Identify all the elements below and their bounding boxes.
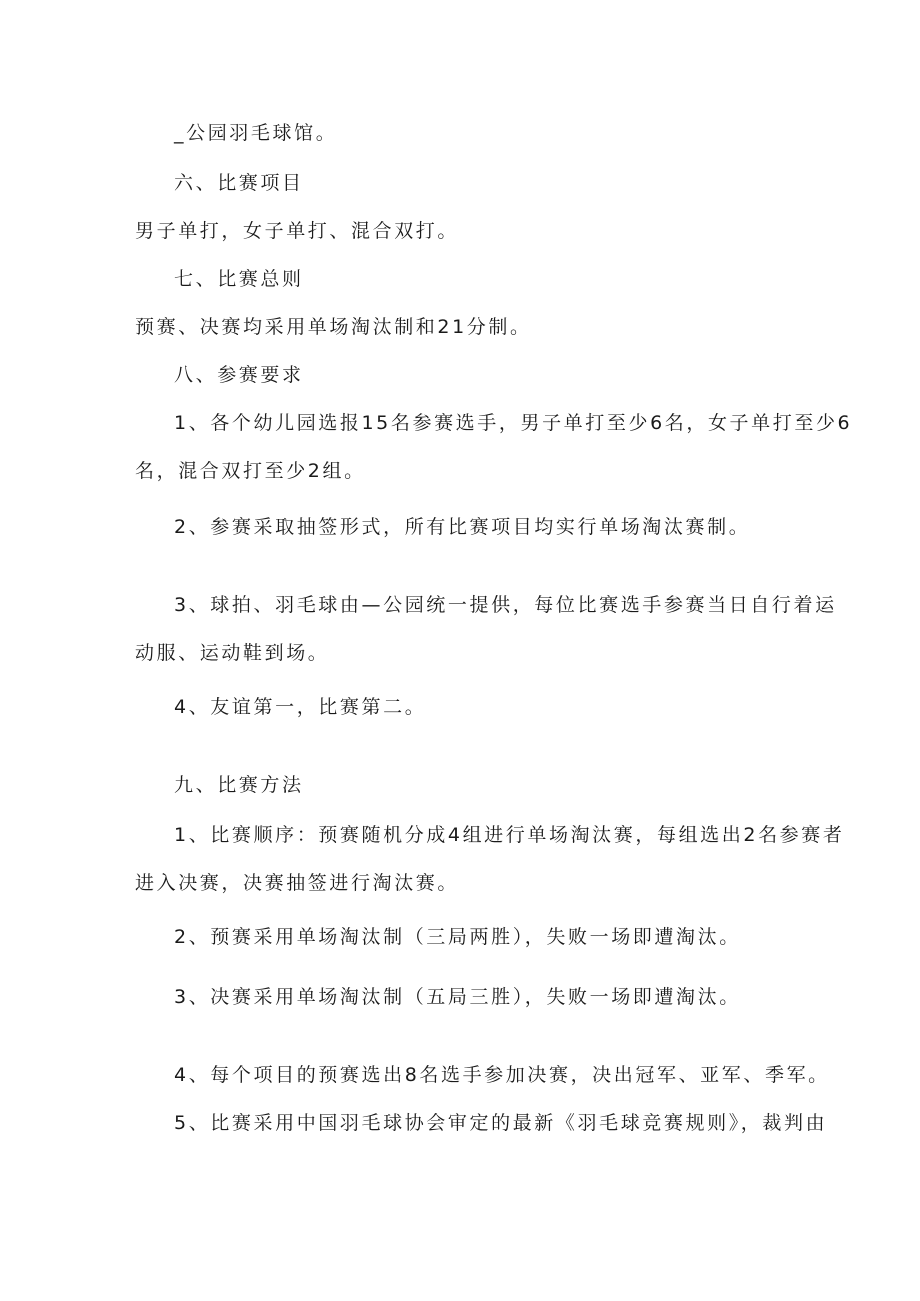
requirement-1-line-1: 1、各个幼儿园选报15名参赛选手，男子单打至少6名，女子单打至少6 [174,412,853,434]
method-5-line-1: 5、比赛采用中国羽毛球协会审定的最新《羽毛球竞赛规则》，裁判由 [174,1112,828,1134]
general-rules-line: 预赛、决赛均采用单场淘汰制和21分制。 [135,316,532,338]
method-3: 3、决赛采用单场淘汰制（五局三胜），失败一场即遭淘汰。 [174,986,741,1008]
events-line: 男子单打，女子单打、混合双打。 [135,220,460,242]
requirement-3-line-1: 3、球拍、羽毛球由—公园统一提供，每位比赛选手参赛当日自行着运 [174,594,837,616]
method-1-line-2: 进入决赛，决赛抽签进行淘汰赛。 [135,872,460,894]
method-1-line-1: 1、比赛顺序：预赛随机分成4组进行单场淘汰赛，每组选出2名参赛者 [174,824,845,846]
requirement-3-line-2: 动服、运动鞋到场。 [135,642,330,664]
section-6-heading: 六、比赛项目 [174,172,304,194]
section-7-heading: 七、比赛总则 [174,268,304,290]
venue-line: _公园羽毛球馆。 [174,122,338,144]
requirement-4: 4、友谊第一，比赛第二。 [174,696,427,718]
section-9-heading: 九、比赛方法 [174,774,304,796]
method-4: 4、每个项目的预赛选出8名选手参加决赛，决出冠军、亚军、季军。 [174,1064,830,1086]
section-8-heading: 八、参赛要求 [174,364,304,386]
requirement-1-line-2: 名，混合双打至少2组。 [135,460,366,482]
method-2: 2、预赛采用单场淘汰制（三局两胜），失败一场即遭淘汰。 [174,926,741,948]
requirement-2: 2、参赛采取抽签形式，所有比赛项目均实行单场淘汰赛制。 [174,516,751,538]
